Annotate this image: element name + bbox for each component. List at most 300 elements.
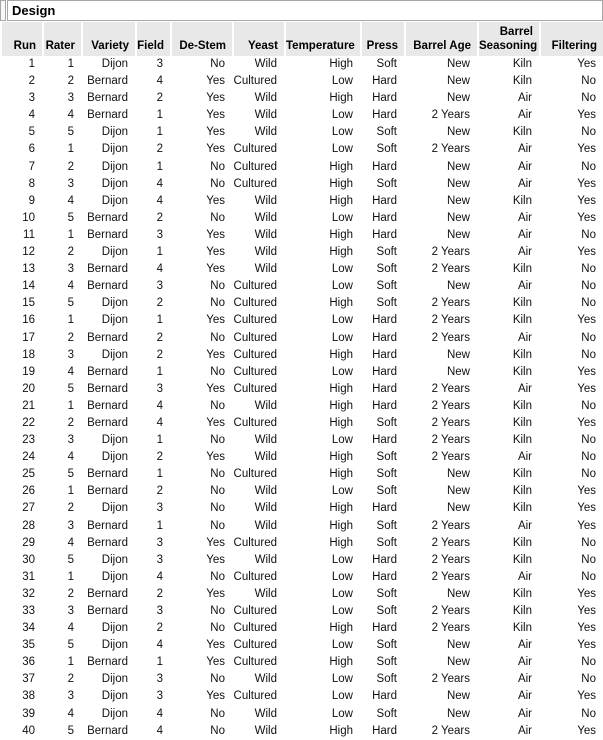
cell-press: Soft xyxy=(360,244,404,261)
cell-rater: 4 xyxy=(42,449,81,466)
cell-temperature: Low xyxy=(284,278,360,295)
cell-field: 2 xyxy=(135,449,170,466)
cell-run: 24 xyxy=(0,449,42,466)
cell-yeast: Cultured xyxy=(232,603,284,620)
cell-press: Hard xyxy=(360,330,404,347)
cell-field: 2 xyxy=(135,483,170,500)
table-row xyxy=(0,620,603,637)
cell-de-stem: No xyxy=(170,398,232,415)
cell-yeast: Cultured xyxy=(232,347,284,364)
cell-yeast: Cultured xyxy=(232,415,284,432)
cell-variety: Bernard xyxy=(81,210,135,227)
cell-variety: Dijon xyxy=(81,432,135,449)
cell-yeast: Cultured xyxy=(232,688,284,705)
cell-barrel-seasoning: Air xyxy=(477,723,539,740)
cell-field: 4 xyxy=(135,706,170,723)
cell-press: Hard xyxy=(360,227,404,244)
cell-press: Soft xyxy=(360,586,404,603)
table-row xyxy=(0,56,603,73)
cell-barrel-age: New xyxy=(404,586,477,603)
cell-rater: 3 xyxy=(42,176,81,193)
cell-barrel-age: New xyxy=(404,347,477,364)
cell-field: 3 xyxy=(135,500,170,517)
cell-press: Soft xyxy=(360,449,404,466)
table-row xyxy=(0,278,603,295)
cell-barrel-seasoning: Kiln xyxy=(477,124,539,141)
cell-run: 9 xyxy=(0,193,42,210)
cell-barrel-age: 2 Years xyxy=(404,141,477,158)
cell-run: 3 xyxy=(0,90,42,107)
cell-field: 1 xyxy=(135,244,170,261)
cell-rater: 1 xyxy=(42,483,81,500)
cell-yeast: Wild xyxy=(232,124,284,141)
cell-run: 1 xyxy=(0,56,42,73)
cell-temperature: Low xyxy=(284,671,360,688)
cell-run: 15 xyxy=(0,295,42,312)
cell-variety: Bernard xyxy=(81,73,135,90)
cell-field: 4 xyxy=(135,723,170,740)
cell-filtering: No xyxy=(539,90,603,107)
cell-run: 37 xyxy=(0,671,42,688)
cell-field: 3 xyxy=(135,535,170,552)
cell-rater: 5 xyxy=(42,124,81,141)
cell-variety: Dijon xyxy=(81,706,135,723)
cell-yeast: Wild xyxy=(232,586,284,603)
cell-barrel-seasoning: Air xyxy=(477,637,539,654)
cell-barrel-age: 2 Years xyxy=(404,398,477,415)
cell-barrel-age: 2 Years xyxy=(404,552,477,569)
column-header-field: Field xyxy=(135,22,170,56)
cell-press: Hard xyxy=(360,500,404,517)
cell-field: 4 xyxy=(135,637,170,654)
cell-barrel-seasoning: Air xyxy=(477,688,539,705)
table-row xyxy=(0,227,603,244)
cell-rater: 1 xyxy=(42,398,81,415)
cell-filtering: Yes xyxy=(539,141,603,158)
cell-rater: 2 xyxy=(42,671,81,688)
cell-barrel-age: New xyxy=(404,637,477,654)
cell-run: 17 xyxy=(0,330,42,347)
cell-filtering: No xyxy=(539,535,603,552)
cell-de-stem: Yes xyxy=(170,312,232,329)
cell-barrel-age: New xyxy=(404,227,477,244)
disclosure-button[interactable] xyxy=(0,0,6,21)
cell-barrel-age: New xyxy=(404,73,477,90)
cell-run: 12 xyxy=(0,244,42,261)
cell-rater: 3 xyxy=(42,90,81,107)
cell-field: 1 xyxy=(135,107,170,124)
cell-temperature: High xyxy=(284,381,360,398)
cell-temperature: Low xyxy=(284,603,360,620)
cell-field: 2 xyxy=(135,347,170,364)
cell-de-stem: Yes xyxy=(170,535,232,552)
cell-press: Soft xyxy=(360,176,404,193)
cell-press: Soft xyxy=(360,466,404,483)
cell-field: 1 xyxy=(135,654,170,671)
cell-press: Soft xyxy=(360,483,404,500)
table-row xyxy=(0,210,603,227)
cell-yeast: Cultured xyxy=(232,141,284,158)
cell-rater: 2 xyxy=(42,73,81,90)
cell-yeast: Cultured xyxy=(232,364,284,381)
cell-variety: Dijon xyxy=(81,347,135,364)
cell-de-stem: No xyxy=(170,723,232,740)
cell-press: Soft xyxy=(360,603,404,620)
table-row xyxy=(0,688,603,705)
cell-variety: Dijon xyxy=(81,500,135,517)
cell-variety: Dijon xyxy=(81,244,135,261)
cell-run: 29 xyxy=(0,535,42,552)
cell-barrel-seasoning: Air xyxy=(477,159,539,176)
cell-barrel-seasoning: Kiln xyxy=(477,483,539,500)
cell-de-stem: Yes xyxy=(170,193,232,210)
cell-run: 18 xyxy=(0,347,42,364)
cell-de-stem: Yes xyxy=(170,261,232,278)
cell-temperature: High xyxy=(284,159,360,176)
cell-de-stem: No xyxy=(170,518,232,535)
cell-de-stem: No xyxy=(170,603,232,620)
column-header-yeast: Yeast xyxy=(232,22,284,56)
cell-variety: Dijon xyxy=(81,671,135,688)
cell-press: Soft xyxy=(360,637,404,654)
cell-run: 11 xyxy=(0,227,42,244)
column-header-de-stem: De-Stem xyxy=(170,22,232,56)
table-row xyxy=(0,295,603,312)
cell-de-stem: Yes xyxy=(170,124,232,141)
cell-yeast: Wild xyxy=(232,193,284,210)
cell-filtering: No xyxy=(539,261,603,278)
cell-run: 35 xyxy=(0,637,42,654)
table-row xyxy=(0,107,603,124)
cell-filtering: No xyxy=(539,398,603,415)
cell-barrel-age: 2 Years xyxy=(404,295,477,312)
cell-barrel-age: New xyxy=(404,466,477,483)
cell-de-stem: No xyxy=(170,500,232,517)
cell-press: Hard xyxy=(360,210,404,227)
cell-rater: 4 xyxy=(42,364,81,381)
cell-barrel-age: New xyxy=(404,176,477,193)
cell-barrel-seasoning: Kiln xyxy=(477,603,539,620)
cell-barrel-age: New xyxy=(404,364,477,381)
cell-yeast: Cultured xyxy=(232,312,284,329)
cell-run: 26 xyxy=(0,483,42,500)
cell-field: 3 xyxy=(135,671,170,688)
column-header-filtering: Filtering xyxy=(539,22,603,56)
cell-rater: 4 xyxy=(42,706,81,723)
table-row xyxy=(0,466,603,483)
cell-press: Hard xyxy=(360,620,404,637)
cell-run: 34 xyxy=(0,620,42,637)
cell-barrel-age: 2 Years xyxy=(404,381,477,398)
column-header-barrel-age: Barrel Age xyxy=(404,22,477,56)
cell-press: Hard xyxy=(360,347,404,364)
cell-rater: 2 xyxy=(42,500,81,517)
cell-barrel-seasoning: Air xyxy=(477,176,539,193)
cell-filtering: Yes xyxy=(539,723,603,740)
cell-rater: 3 xyxy=(42,261,81,278)
cell-filtering: Yes xyxy=(539,518,603,535)
cell-field: 2 xyxy=(135,141,170,158)
cell-barrel-seasoning: Air xyxy=(477,518,539,535)
header-row xyxy=(0,22,603,56)
cell-filtering: Yes xyxy=(539,500,603,517)
cell-run: 25 xyxy=(0,466,42,483)
cell-barrel-age: New xyxy=(404,124,477,141)
table-row xyxy=(0,73,603,90)
cell-barrel-seasoning: Air xyxy=(477,107,539,124)
cell-yeast: Wild xyxy=(232,552,284,569)
table-row xyxy=(0,381,603,398)
cell-barrel-seasoning: Air xyxy=(477,210,539,227)
cell-de-stem: Yes xyxy=(170,586,232,603)
cell-yeast: Wild xyxy=(232,261,284,278)
cell-yeast: Cultured xyxy=(232,278,284,295)
cell-press: Hard xyxy=(360,73,404,90)
table-row xyxy=(0,124,603,141)
column-header-press: Press xyxy=(360,22,404,56)
cell-variety: Dijon xyxy=(81,620,135,637)
cell-temperature: Low xyxy=(284,141,360,158)
cell-yeast: Cultured xyxy=(232,330,284,347)
cell-filtering: Yes xyxy=(539,415,603,432)
cell-filtering: Yes xyxy=(539,586,603,603)
cell-barrel-age: New xyxy=(404,278,477,295)
cell-run: 5 xyxy=(0,124,42,141)
cell-variety: Bernard xyxy=(81,654,135,671)
cell-filtering: Yes xyxy=(539,107,603,124)
cell-filtering: No xyxy=(539,466,603,483)
cell-yeast: Cultured xyxy=(232,176,284,193)
table-row xyxy=(0,586,603,603)
cell-field: 3 xyxy=(135,56,170,73)
cell-press: Hard xyxy=(360,688,404,705)
cell-de-stem: No xyxy=(170,483,232,500)
cell-de-stem: Yes xyxy=(170,141,232,158)
cell-field: 2 xyxy=(135,620,170,637)
cell-run: 13 xyxy=(0,261,42,278)
cell-rater: 2 xyxy=(42,244,81,261)
cell-temperature: High xyxy=(284,415,360,432)
cell-variety: Bernard xyxy=(81,107,135,124)
cell-barrel-seasoning: Kiln xyxy=(477,347,539,364)
cell-run: 28 xyxy=(0,518,42,535)
cell-press: Soft xyxy=(360,124,404,141)
table-row xyxy=(0,518,603,535)
cell-barrel-age: 2 Years xyxy=(404,432,477,449)
cell-field: 3 xyxy=(135,381,170,398)
table-row xyxy=(0,330,603,347)
table-row xyxy=(0,141,603,158)
cell-barrel-age: 2 Years xyxy=(404,535,477,552)
cell-de-stem: Yes xyxy=(170,637,232,654)
cell-variety: Dijon xyxy=(81,56,135,73)
cell-field: 1 xyxy=(135,364,170,381)
cell-variety: Bernard xyxy=(81,723,135,740)
cell-field: 3 xyxy=(135,278,170,295)
cell-de-stem: Yes xyxy=(170,347,232,364)
cell-barrel-age: 2 Years xyxy=(404,107,477,124)
cell-rater: 3 xyxy=(42,432,81,449)
cell-barrel-age: New xyxy=(404,210,477,227)
table-row xyxy=(0,347,603,364)
cell-temperature: Low xyxy=(284,432,360,449)
cell-yeast: Wild xyxy=(232,706,284,723)
cell-rater: 2 xyxy=(42,586,81,603)
panel-title-box xyxy=(7,0,603,21)
cell-variety: Dijon xyxy=(81,176,135,193)
cell-temperature: High xyxy=(284,295,360,312)
cell-temperature: High xyxy=(284,723,360,740)
table-row xyxy=(0,723,603,740)
cell-de-stem: No xyxy=(170,330,232,347)
table-row xyxy=(0,176,603,193)
cell-barrel-seasoning: Air xyxy=(477,671,539,688)
cell-de-stem: Yes xyxy=(170,449,232,466)
cell-yeast: Cultured xyxy=(232,381,284,398)
table-row xyxy=(0,244,603,261)
cell-press: Hard xyxy=(360,364,404,381)
cell-barrel-age: 2 Years xyxy=(404,620,477,637)
cell-field: 1 xyxy=(135,466,170,483)
cell-de-stem: No xyxy=(170,706,232,723)
cell-temperature: Low xyxy=(284,688,360,705)
cell-press: Hard xyxy=(360,107,404,124)
cell-run: 14 xyxy=(0,278,42,295)
cell-temperature: High xyxy=(284,347,360,364)
cell-filtering: No xyxy=(539,706,603,723)
cell-yeast: Wild xyxy=(232,483,284,500)
cell-barrel-seasoning: Kiln xyxy=(477,586,539,603)
cell-de-stem: No xyxy=(170,295,232,312)
table-row xyxy=(0,706,603,723)
cell-rater: 5 xyxy=(42,466,81,483)
cell-variety: Bernard xyxy=(81,603,135,620)
cell-temperature: High xyxy=(284,193,360,210)
cell-yeast: Wild xyxy=(232,723,284,740)
cell-field: 2 xyxy=(135,586,170,603)
cell-field: 4 xyxy=(135,73,170,90)
column-header-variety: Variety xyxy=(81,22,135,56)
cell-filtering: No xyxy=(539,671,603,688)
cell-temperature: Low xyxy=(284,210,360,227)
cell-barrel-seasoning: Air xyxy=(477,141,539,158)
cell-barrel-seasoning: Air xyxy=(477,381,539,398)
cell-variety: Bernard xyxy=(81,398,135,415)
cell-variety: Dijon xyxy=(81,159,135,176)
cell-run: 4 xyxy=(0,107,42,124)
cell-barrel-seasoning: Air xyxy=(477,90,539,107)
cell-filtering: Yes xyxy=(539,176,603,193)
cell-filtering: Yes xyxy=(539,620,603,637)
cell-temperature: Low xyxy=(284,706,360,723)
cell-run: 23 xyxy=(0,432,42,449)
table-row xyxy=(0,364,603,381)
cell-barrel-age: New xyxy=(404,56,477,73)
cell-variety: Bernard xyxy=(81,535,135,552)
cell-barrel-seasoning: Kiln xyxy=(477,535,539,552)
cell-de-stem: Yes xyxy=(170,654,232,671)
cell-rater: 5 xyxy=(42,210,81,227)
cell-rater: 5 xyxy=(42,552,81,569)
cell-press: Soft xyxy=(360,518,404,535)
cell-filtering: No xyxy=(539,124,603,141)
table-row xyxy=(0,90,603,107)
cell-press: Soft xyxy=(360,415,404,432)
cell-rater: 1 xyxy=(42,312,81,329)
table-row xyxy=(0,671,603,688)
cell-de-stem: No xyxy=(170,210,232,227)
cell-yeast: Wild xyxy=(232,56,284,73)
cell-field: 2 xyxy=(135,90,170,107)
cell-temperature: High xyxy=(284,398,360,415)
cell-de-stem: Yes xyxy=(170,244,232,261)
cell-yeast: Cultured xyxy=(232,295,284,312)
cell-press: Hard xyxy=(360,381,404,398)
cell-filtering: Yes xyxy=(539,312,603,329)
cell-rater: 4 xyxy=(42,620,81,637)
cell-variety: Bernard xyxy=(81,227,135,244)
cell-de-stem: Yes xyxy=(170,552,232,569)
cell-press: Soft xyxy=(360,278,404,295)
cell-temperature: High xyxy=(284,654,360,671)
cell-barrel-seasoning: Kiln xyxy=(477,552,539,569)
cell-yeast: Cultured xyxy=(232,637,284,654)
cell-rater: 2 xyxy=(42,330,81,347)
cell-de-stem: Yes xyxy=(170,415,232,432)
cell-temperature: Low xyxy=(284,261,360,278)
cell-yeast: Cultured xyxy=(232,466,284,483)
cell-press: Hard xyxy=(360,193,404,210)
cell-barrel-age: New xyxy=(404,193,477,210)
cell-barrel-seasoning: Kiln xyxy=(477,398,539,415)
table-row xyxy=(0,654,603,671)
cell-rater: 5 xyxy=(42,295,81,312)
cell-filtering: Yes xyxy=(539,244,603,261)
cell-de-stem: Yes xyxy=(170,381,232,398)
cell-rater: 3 xyxy=(42,518,81,535)
cell-temperature: High xyxy=(284,56,360,73)
cell-yeast: Cultured xyxy=(232,620,284,637)
cell-run: 36 xyxy=(0,654,42,671)
cell-temperature: High xyxy=(284,535,360,552)
cell-filtering: Yes xyxy=(539,193,603,210)
cell-rater: 2 xyxy=(42,415,81,432)
cell-filtering: Yes xyxy=(539,637,603,654)
cell-barrel-seasoning: Kiln xyxy=(477,466,539,483)
cell-barrel-age: New xyxy=(404,706,477,723)
cell-filtering: No xyxy=(539,73,603,90)
cell-press: Hard xyxy=(360,398,404,415)
cell-run: 16 xyxy=(0,312,42,329)
cell-barrel-age: 2 Years xyxy=(404,261,477,278)
cell-run: 21 xyxy=(0,398,42,415)
cell-rater: 3 xyxy=(42,603,81,620)
cell-yeast: Cultured xyxy=(232,654,284,671)
table-row xyxy=(0,398,603,415)
cell-yeast: Wild xyxy=(232,518,284,535)
cell-filtering: No xyxy=(539,278,603,295)
cell-press: Hard xyxy=(360,432,404,449)
cell-yeast: Wild xyxy=(232,90,284,107)
cell-rater: 5 xyxy=(42,637,81,654)
cell-yeast: Cultured xyxy=(232,569,284,586)
cell-variety: Dijon xyxy=(81,124,135,141)
cell-barrel-seasoning: Kiln xyxy=(477,73,539,90)
table-row xyxy=(0,637,603,654)
cell-yeast: Wild xyxy=(232,244,284,261)
cell-yeast: Cultured xyxy=(232,535,284,552)
cell-rater: 1 xyxy=(42,227,81,244)
